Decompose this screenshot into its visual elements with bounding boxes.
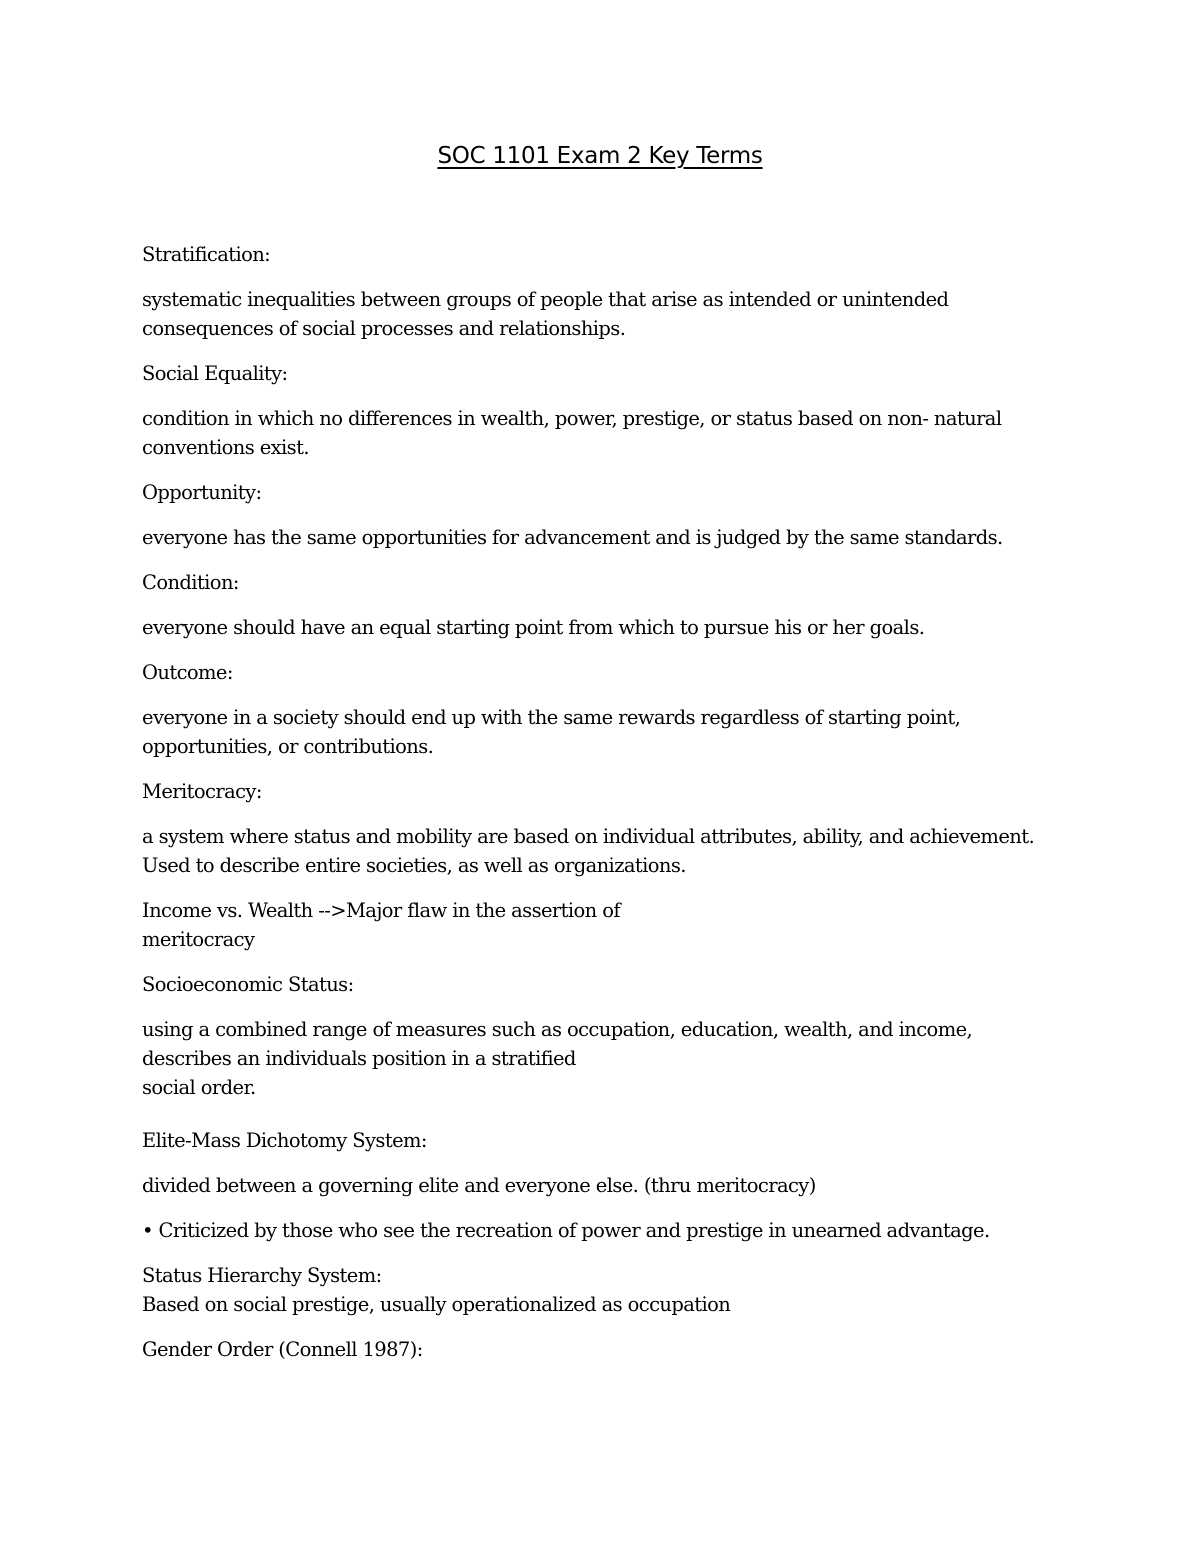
note-line: meritocracy bbox=[142, 928, 255, 951]
term-heading-with-definition bbox=[142, 1261, 1062, 1319]
term-heading: Opportunity: bbox=[142, 481, 262, 504]
term-heading: Elite-Mass Dichotomy System: bbox=[142, 1129, 427, 1152]
document-body bbox=[142, 240, 1062, 1380]
definition-line: everyone in a society should end up with the same rewards regardless of starting point, bbox=[142, 706, 961, 729]
term-definition bbox=[142, 285, 1062, 343]
definition-line: condition in which no differences in wealth, power, prestige, or status based on non- natural bbox=[142, 407, 1002, 430]
term-definition: everyone has the same opportunities for advancement and is judged by the same standards. bbox=[142, 526, 1003, 549]
bullet-item: • Criticized by those who see the recreation of power and prestige in unearned advantage. bbox=[142, 1219, 990, 1242]
term-heading: Social Equality: bbox=[142, 362, 288, 385]
definition-line: opportunities, or contributions. bbox=[142, 735, 434, 758]
term-definition bbox=[142, 822, 1062, 880]
term-heading: Gender Order (Connell 1987): bbox=[142, 1338, 423, 1361]
term-heading: Socioeconomic Status: bbox=[142, 973, 354, 996]
definition-line: consequences of social processes and relationships. bbox=[142, 317, 626, 340]
definition-line: using a combined range of measures such as occupation, education, wealth, and income, bbox=[142, 1018, 973, 1041]
term-definition: everyone should have an equal starting point from which to pursue his or her goals. bbox=[142, 616, 925, 639]
term-definition bbox=[142, 404, 1062, 462]
definition-line: describes an individuals position in a stratified bbox=[142, 1047, 576, 1070]
term-definition bbox=[142, 1015, 1062, 1102]
definition-line: systematic inequalities between groups of people that arise as intended or unintended bbox=[142, 288, 949, 311]
definition-line: Used to describe entire societies, as well as organizations. bbox=[142, 854, 686, 877]
term-heading-line: Status Hierarchy System: bbox=[142, 1264, 382, 1287]
definition-line: social order. bbox=[142, 1076, 256, 1099]
definition-line: a system where status and mobility are based on individual attributes, ability, and achievement. bbox=[142, 825, 1035, 848]
term-heading: Stratification: bbox=[142, 243, 271, 266]
term-heading: Outcome: bbox=[142, 661, 233, 684]
note-line: Income vs. Wealth -->Major flaw in the assertion of bbox=[142, 899, 620, 922]
term-heading: Condition: bbox=[142, 571, 239, 594]
document-title: SOC 1101 Exam 2 Key Terms bbox=[437, 143, 763, 169]
term-note bbox=[142, 896, 1062, 954]
definition-line: Based on social prestige, usually operationalized as occupation bbox=[142, 1293, 731, 1316]
term-definition: divided between a governing elite and everyone else. (thru meritocracy) bbox=[142, 1174, 816, 1197]
term-definition bbox=[142, 703, 1062, 761]
definition-line: conventions exist. bbox=[142, 436, 309, 459]
term-heading: Meritocracy: bbox=[142, 780, 262, 803]
